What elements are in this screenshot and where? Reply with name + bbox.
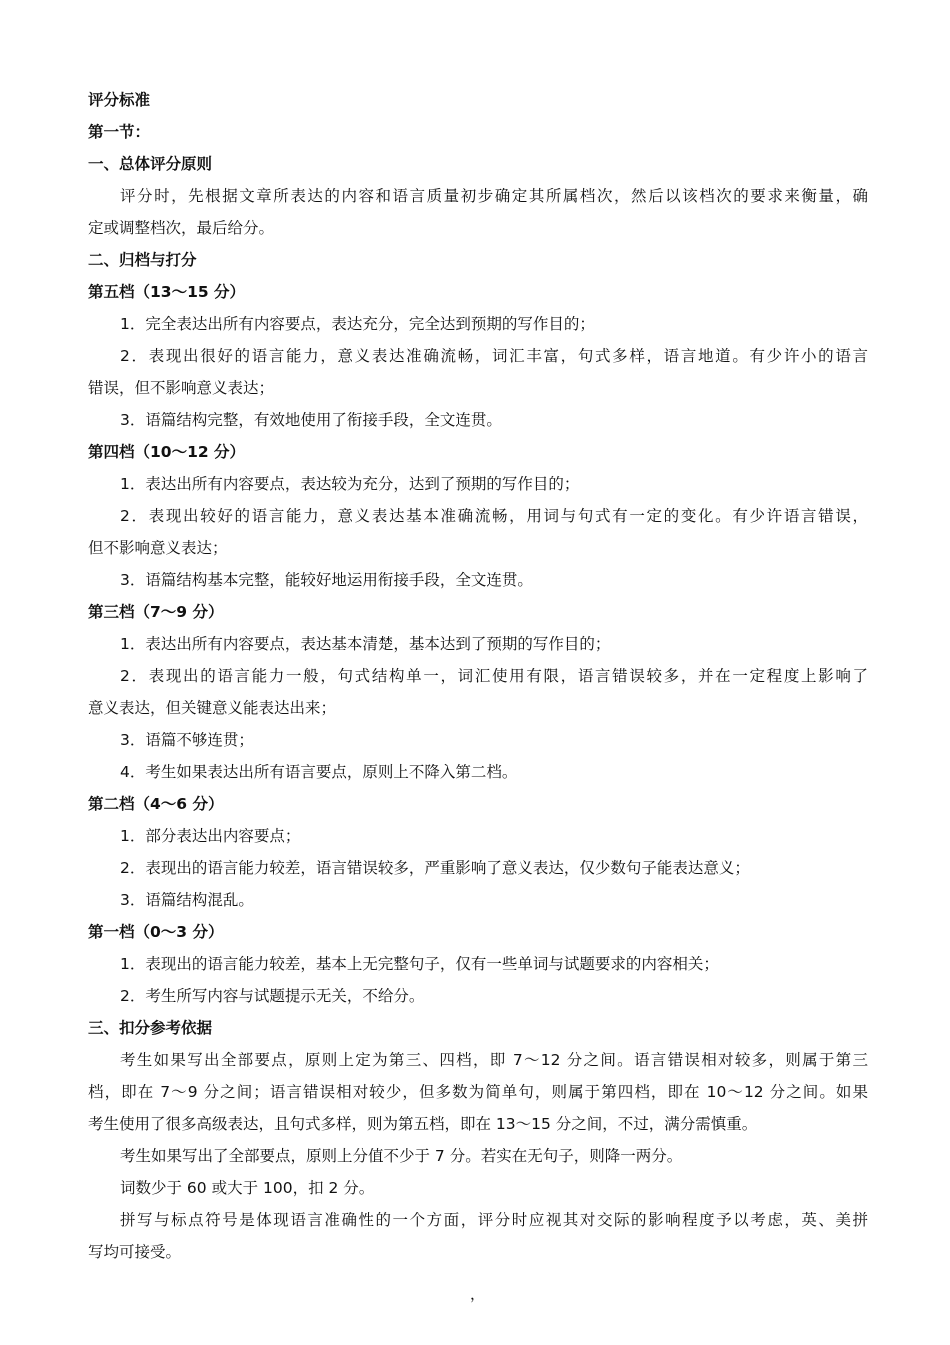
grade3-item-3: 3．语篇不够连贯；	[120, 731, 254, 749]
grade2-item-1: 1．部分表达出内容要点；	[120, 827, 301, 845]
section-heading: 第一节：	[88, 123, 151, 141]
principles-paragraph-line: 定或调整档次，最后给分。	[88, 219, 275, 237]
grade2-title: 第二档（4～6 分）	[88, 795, 224, 813]
grade4-item-2: 2．表现出较好的语言能力，意义表达基本准确流畅，用词与句式有一定的变化。有少许语言错误，	[120, 507, 868, 525]
grade4-item-2-cont: 但不影响意义表达；	[88, 539, 228, 557]
grade5-title: 第五档（13～15 分）	[88, 283, 246, 301]
grade3-item-2: 2．表现出的语言能力一般，句式结构单一，词汇使用有限，语言错误较多，并在一定程度上影响了	[120, 667, 868, 685]
grade2-item-3: 3．语篇结构混乱。	[120, 891, 254, 909]
deductions-paragraph-2: 考生如果写出了全部要点，原则上分值不少于 7 分。若实在无句子，则降一两分。	[120, 1147, 683, 1165]
deductions-paragraph-1-line: 考生如果写出全部要点，原则上定为第三、四档，即 7～12 分之间。语言错误相对较多，则属于第三	[120, 1051, 868, 1069]
grade3-item-2-cont: 意义表达，但关键意义能表达出来；	[88, 699, 337, 717]
grade5-item-2: 2．表现出很好的语言能力，意义表达准确流畅，词汇丰富，句式多样，语言地道。有少许小的语言	[120, 347, 868, 365]
principles-heading: 一、总体评分原则	[88, 155, 213, 173]
grade1-item-1: 1．表现出的语言能力较差，基本上无完整句子，仅有一些单词与试题要求的内容相关；	[120, 955, 719, 973]
deductions-paragraph-4-line: 写均可接受。	[88, 1243, 182, 1261]
deductions-paragraph-4-line: 拼写与标点符号是体现语言准确性的一个方面，评分时应视其对交际的影响程度予以考虑，英、美拼	[120, 1211, 868, 1229]
deductions-heading: 三、扣分参考依据	[88, 1019, 213, 1037]
grade4-item-1: 1．表达出所有内容要点，表达较为充分，达到了预期的写作目的；	[120, 475, 580, 493]
page-title: 评分标准	[88, 91, 151, 109]
grading-heading: 二、归档与打分	[88, 251, 197, 269]
grade2-item-2: 2．表现出的语言能力较差，语言错误较多，严重影响了意义表达，仅少数句子能表达意义；	[120, 859, 750, 877]
grade3-item-1: 1．表达出所有内容要点，表达基本清楚，基本达到了预期的写作目的；	[120, 635, 611, 653]
page-footer-mark: ，	[470, 1285, 486, 1303]
deductions-paragraph-1-line: 考生使用了很多高级表达，且句式多样，则为第五档，即在 13～15 分之间，不过，满分需慎重。	[88, 1115, 758, 1133]
deductions-paragraph-1-line: 档，即在 7～9 分之间；语言错误相对较少，但多数为简单句，则属于第四档，即在 10～12 分之间。如果	[88, 1083, 868, 1101]
grade5-item-1: 1．完全表达出所有内容要点，表达充分，完全达到预期的写作目的；	[120, 315, 595, 333]
principles-paragraph-line: 评分时，先根据文章所表达的内容和语言质量初步确定其所属档次，然后以该档次的要求来衡量，确	[120, 187, 868, 205]
grade1-title: 第一档（0～3 分）	[88, 923, 224, 941]
grade3-title: 第三档（7～9 分）	[88, 603, 224, 621]
deductions-paragraph-3: 词数少于 60 或大于 100，扣 2 分。	[120, 1179, 375, 1197]
grade1-item-2: 2．考生所写内容与试题提示无关，不给分。	[120, 987, 425, 1005]
grade4-title: 第四档（10～12 分）	[88, 443, 246, 461]
grade5-item-3: 3．语篇结构完整，有效地使用了衔接手段，全文连贯。	[120, 411, 502, 429]
grade3-item-4: 4．考生如果表达出所有语言要点，原则上不降入第二档。	[120, 763, 518, 781]
grade5-item-2-cont: 错误，但不影响意义表达；	[88, 379, 275, 397]
document-page	[88, 84, 868, 1268]
grade4-item-3: 3．语篇结构基本完整，能较好地运用衔接手段，全文连贯。	[120, 571, 533, 589]
